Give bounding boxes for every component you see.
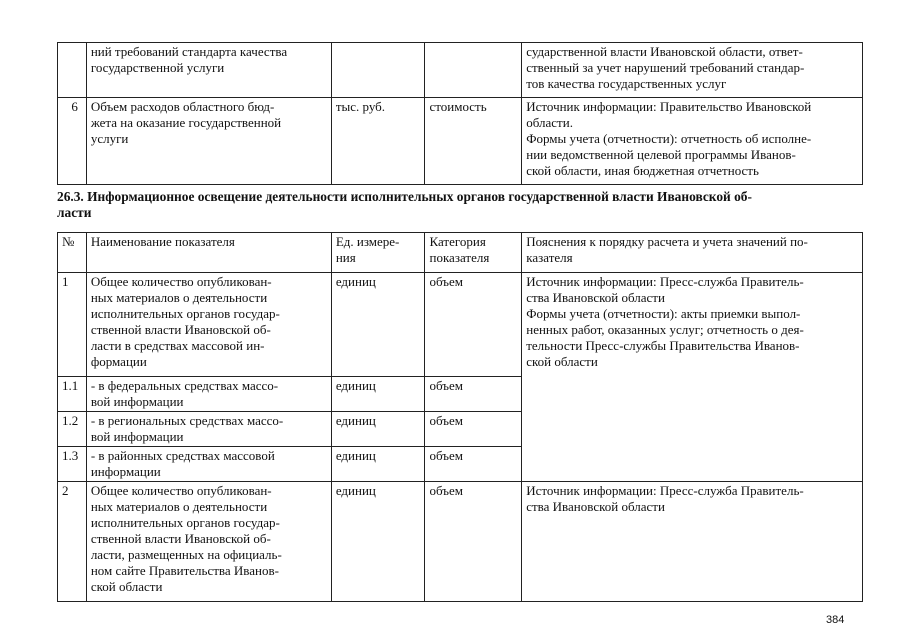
cell-name: - в районных средствах массовой информации bbox=[86, 447, 331, 482]
header-number: № bbox=[58, 233, 87, 273]
header-category: Категория показателя bbox=[425, 233, 522, 273]
cell-category: объем bbox=[425, 273, 522, 377]
cell-category bbox=[425, 43, 522, 98]
table-row bbox=[58, 273, 863, 377]
cell-name: Общее количество опубликован- ных материалов о деятельности исполнительных органов государ- ственной власти Ивановской об- ласти, размещенных на официаль- ном сайте Правительства Иванов- ской области bbox=[86, 482, 331, 602]
cell-explanation: Источник информации: Пресс-служба Правитель- ства Ивановской области bbox=[522, 482, 863, 602]
cell-name: Общее количество опубликован- ных материалов о деятельности исполнительных органов государ- ственной власти Ивановской об- ласти в средствах массовой ин- формации bbox=[86, 273, 331, 377]
table-row bbox=[58, 98, 863, 185]
cell-number: 6 bbox=[58, 98, 87, 185]
header-explanation: Пояснения к порядку расчета и учета значений по- казателя bbox=[522, 233, 863, 273]
cell-category: объем bbox=[425, 377, 522, 412]
cell-unit bbox=[331, 43, 425, 98]
header-unit: Ед. измере- ния bbox=[331, 233, 425, 273]
cell-category: объем bbox=[425, 412, 522, 447]
cell-name: - в региональных средствах массо- вой информации bbox=[86, 412, 331, 447]
cell-unit: единиц bbox=[331, 412, 425, 447]
cell-unit: единиц bbox=[331, 377, 425, 412]
indicators-table-continued bbox=[57, 42, 863, 185]
cell-explanation: сударственной власти Ивановской области, ответ- ственный за учет нарушений требований стандар- тов качества государственных услуг bbox=[522, 43, 863, 98]
section-heading: 26.3. Информационное освещение деятельности исполнительных органов государственной власти Ивановской об- ласти bbox=[57, 189, 752, 220]
cell-number: 1.1 bbox=[58, 377, 87, 412]
cell-name: - в федеральных средствах массо- вой информации bbox=[86, 377, 331, 412]
cell-name: ний требований стандарта качества государственной услуги bbox=[86, 43, 331, 98]
indicators-table bbox=[57, 232, 863, 602]
cell-number: 2 bbox=[58, 482, 87, 602]
cell-category: стоимость bbox=[425, 98, 522, 185]
cell-name: Объем расходов областного бюд- жета на оказание государственной услуги bbox=[86, 98, 331, 185]
page-number: 384 bbox=[826, 614, 845, 626]
header-name: Наименование показателя bbox=[86, 233, 331, 273]
cell-unit: единиц bbox=[331, 482, 425, 602]
cell-category: объем bbox=[425, 447, 522, 482]
table-row bbox=[58, 482, 863, 602]
table-row bbox=[58, 43, 863, 98]
cell-unit: единиц bbox=[331, 447, 425, 482]
cell-unit: тыс. руб. bbox=[331, 98, 425, 185]
cell-explanation: Источник информации: Правительство Ивановской области. Формы учета (отчетности): отчетность об исполне- нии ведомственной целевой программы Иванов- ской области, иная бюджетная отчетность bbox=[522, 98, 863, 185]
cell-number: 1.3 bbox=[58, 447, 87, 482]
cell-number: 1 bbox=[58, 273, 87, 377]
cell-number bbox=[58, 43, 87, 98]
cell-unit: единиц bbox=[331, 273, 425, 377]
table-header-row bbox=[58, 233, 863, 273]
cell-number: 1.2 bbox=[58, 412, 87, 447]
cell-explanation: Источник информации: Пресс-служба Правитель- ства Ивановской области Формы учета (отчетности): акты приемки выпол- ненных работ, оказанных услуг; отчетность о дея- тельности Пресс-службы Правительства Иванов- ской области bbox=[522, 273, 863, 482]
cell-category: объем bbox=[425, 482, 522, 602]
